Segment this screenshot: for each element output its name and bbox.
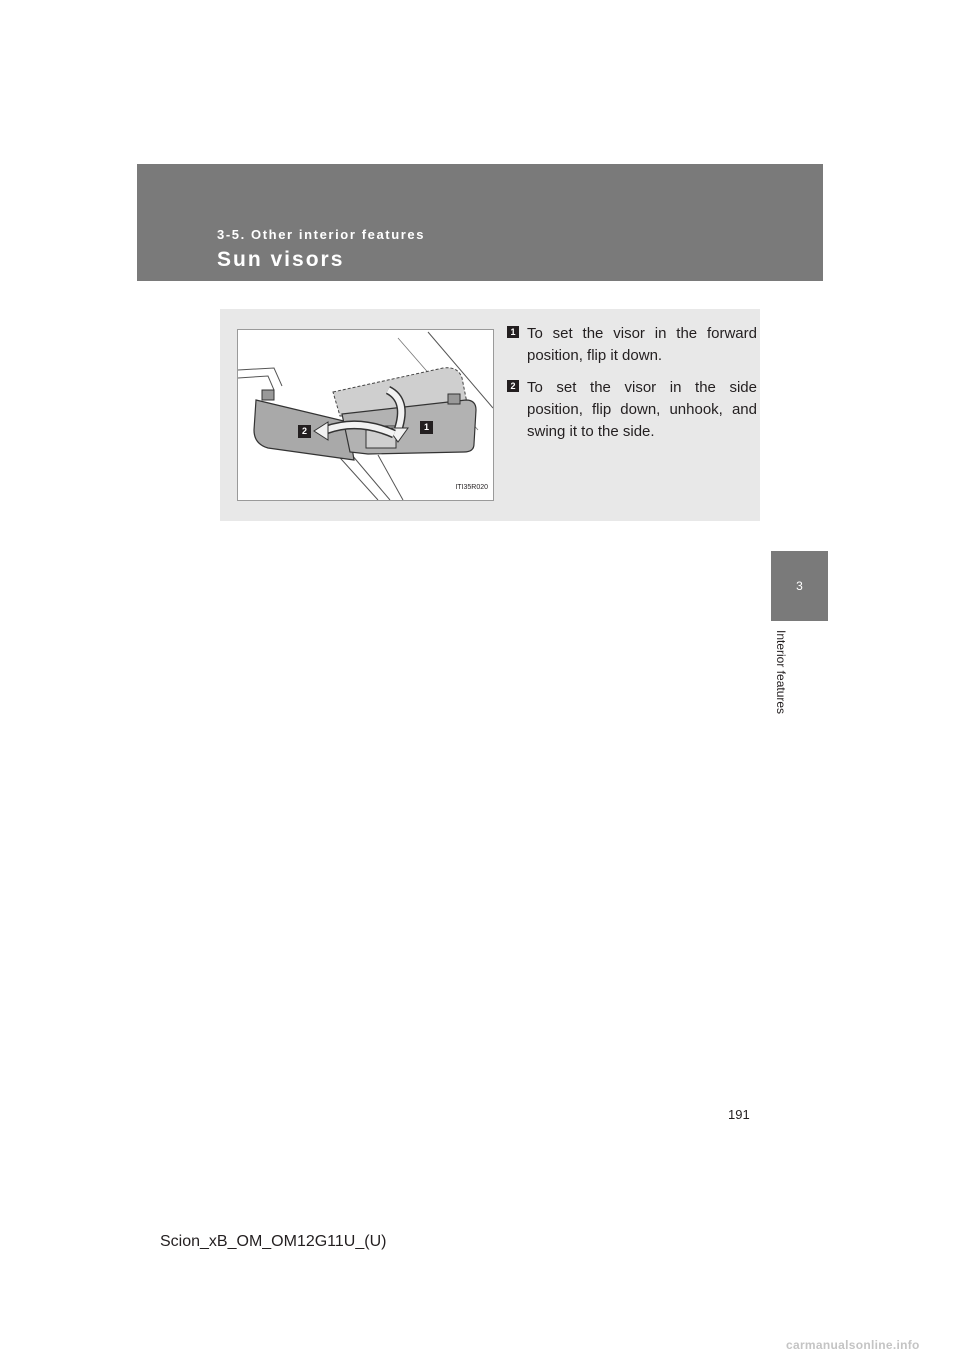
chapter-label: Interior features bbox=[774, 630, 788, 715]
page-title: Sun visors bbox=[217, 248, 345, 271]
watermark: carmanualsonline.info bbox=[786, 1338, 920, 1352]
step-item bbox=[507, 377, 757, 443]
step-text: To set the visor in the forward position, flip it down. bbox=[527, 325, 757, 364]
step-marker: 2 bbox=[507, 380, 519, 392]
document-id: Scion_xB_OM_OM12G11U_(U) bbox=[160, 1233, 387, 1250]
step-item bbox=[507, 323, 757, 367]
step-marker: 1 bbox=[507, 326, 519, 338]
callout-2: 2 bbox=[301, 426, 307, 436]
sun-visor-drawing bbox=[238, 330, 493, 500]
page-number: 191 bbox=[728, 1107, 750, 1122]
figure-code: ITI35R020 bbox=[455, 484, 488, 491]
step-list bbox=[507, 323, 757, 453]
chapter-tab[interactable] bbox=[771, 551, 828, 621]
callout-1: 1 bbox=[423, 422, 429, 432]
sun-visor-illustration bbox=[237, 329, 494, 501]
chapter-number: 3 bbox=[796, 579, 803, 593]
step-text: To set the visor in the side position, flip down, unhook, and swing it to the side. bbox=[527, 379, 757, 440]
header-band bbox=[137, 164, 823, 281]
content-panel bbox=[220, 309, 760, 521]
section-label: 3-5. Other interior features bbox=[217, 227, 426, 242]
